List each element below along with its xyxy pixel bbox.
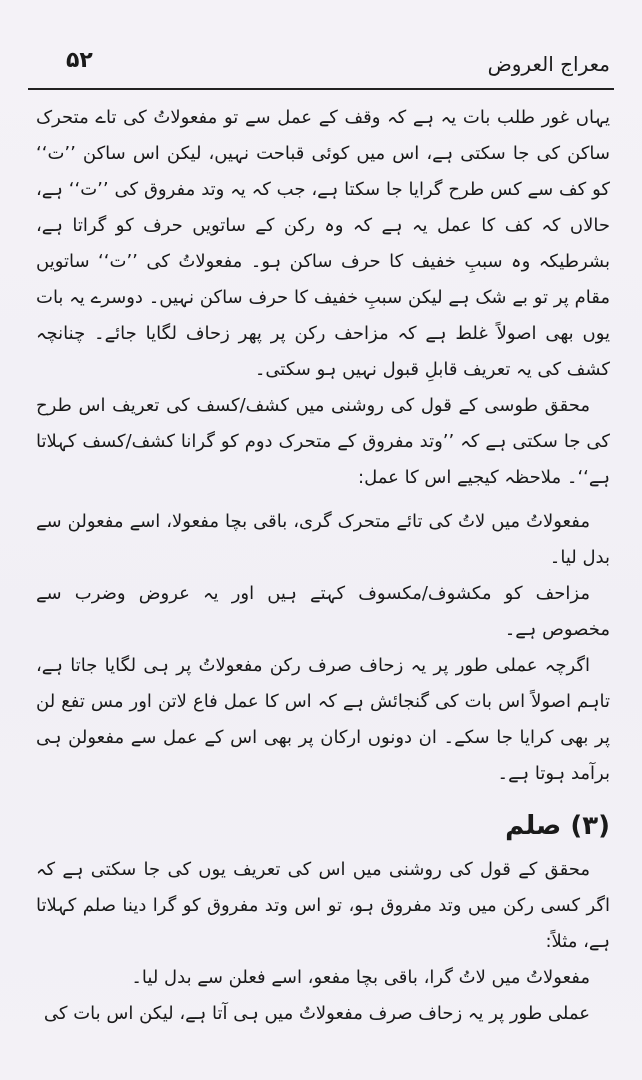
- paragraph: مزاحف کو مکشوف/مکسوف کہتے ہیں اور یہ عروض وضرب سے مخصوص ہے۔: [36, 583, 610, 640]
- running-title: معراج العروض: [487, 52, 610, 76]
- paragraph: اگرچہ عملی طور پر یہ زحاف صرف رکن مفعولاتُ پر ہی لگایا جاتا ہے، تاہم اصولاً اس بات کی گنجائش ہے کہ اس کا عمل فاع لاتن اور مس تفع لن پر بھی کرایا جا سکے۔ ان دونوں ارکان پر بھی اس کے عمل سے مفعولن ہی برآمد ہوتا ہے۔: [36, 655, 610, 784]
- paragraph: مفعولاتُ میں لاتُ کی تائے متحرک گری، باقی بچا مفعولا، اسے مفعولن سے بدل لیا۔: [36, 511, 610, 568]
- header-rule: [28, 88, 614, 90]
- page-number: ۵۲: [66, 48, 93, 73]
- body-text: [36, 100, 610, 1032]
- paragraph: محقق کے قول کی روشنی میں اس کی تعریف یوں کی جا سکتی ہے کہ اگر کسی رکن میں وتد مفروق ہو، تو اس وتد مفروق کو گرا دینا صلم کہلاتا ہے، مثلاً:: [36, 859, 610, 952]
- paragraph: مفعولاتُ میں لاتُ گرا، باقی بچا مفعو، اسے فعلن سے بدل لیا۔: [131, 967, 590, 988]
- spacer: [36, 496, 610, 504]
- paragraph: یہاں غور طلب بات یہ ہے کہ وقف کے عمل سے تو مفعولاتُ کی تاے متحرک ساکن کی جا سکتی ہے، اس میں کوئی قباحت نہیں، لیکن اس ساکن ’’ت‘‘ کو کف سے کس طرح گرایا جا سکتا ہے، جب کہ یہ وتد مفروق کی ’’ت‘‘ ہے، حالاں کہ کف کا عمل یہ ہے کہ وہ رکن کے ساتویں حرف کو گراتا ہے، بشرطیکہ وہ سببِ خفیف کا حرف ساکن ہو۔ مفعولاتُ کی ’’ت‘‘ ساتویں مقام پر تو بے شک ہے لیکن سببِ خفیف کا حرف ساکن نہیں۔ دوسرے یہ بات یوں بھی اصولاً غلط ہے کہ مزاحف رکن پر پھر زحاف لگایا جائے۔ چنانچہ کشف کی یہ تعریف قابلِ قبول نہیں ہو سکتی۔: [36, 107, 610, 380]
- paragraph: عملی طور پر یہ زحاف صرف مفعولاتُ میں ہی آتا ہے، لیکن اس بات کی: [43, 1003, 590, 1024]
- section-heading: (۳) صلم: [505, 811, 610, 841]
- paragraph: محقق طوسی کے قول کی روشنی میں کشف/کسف کی تعریف اس طرح کی جا سکتی ہے کہ ’’وتد مفروق کے متحرک دوم کو گرانا کشف/کسف کہلاتا ہے‘‘۔ ملاحظہ کیجیے اس کا عمل:: [36, 395, 610, 488]
